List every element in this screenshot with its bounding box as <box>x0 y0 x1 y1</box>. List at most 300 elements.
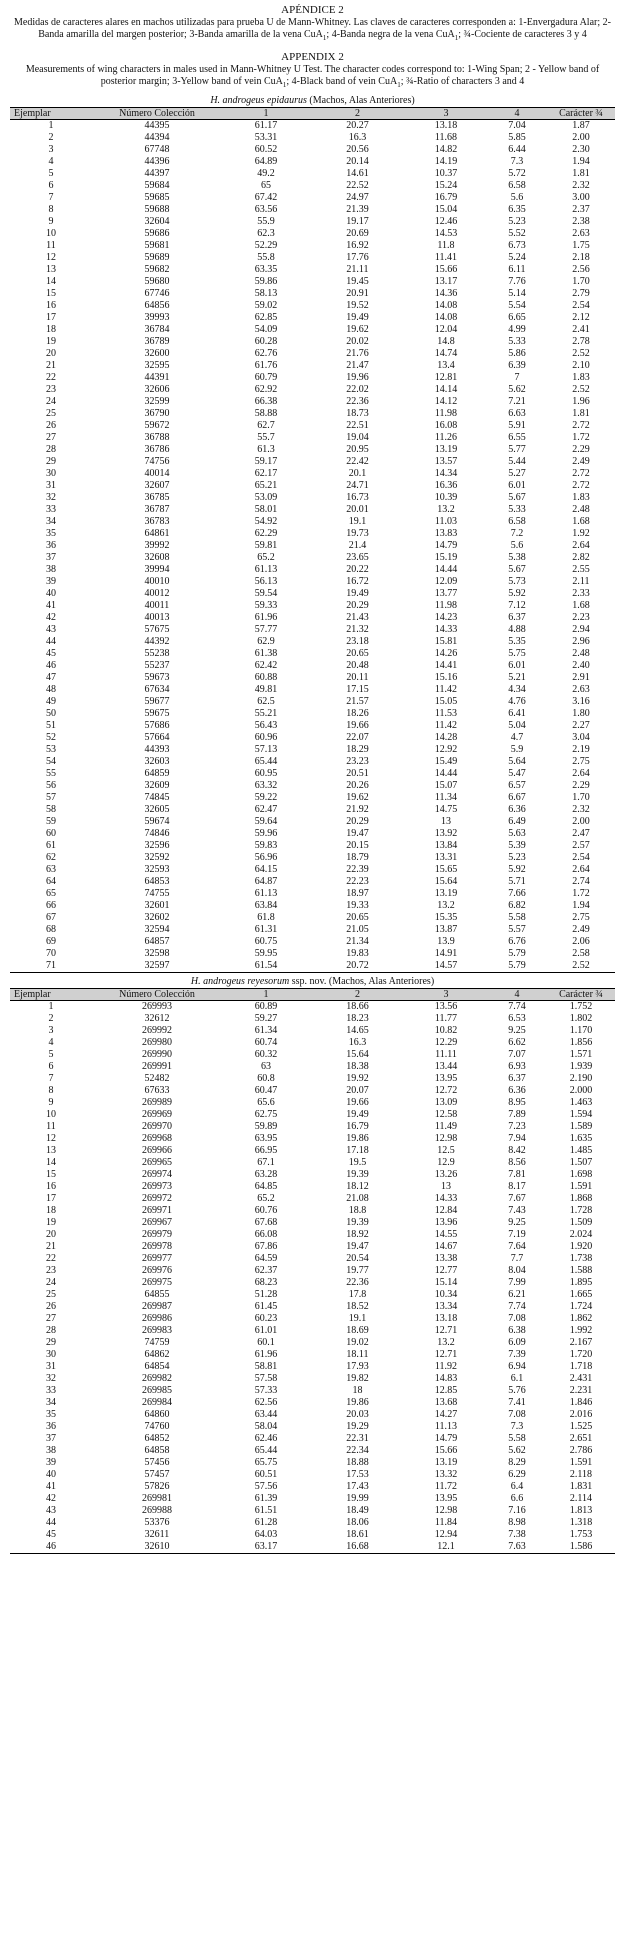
char-1-cell: 59.86 <box>254 276 278 287</box>
table-row <box>10 564 615 576</box>
char-4-cell: 7.23 <box>508 1121 526 1132</box>
char-1-cell: 58.01 <box>254 504 278 515</box>
char-4-cell: 5.79 <box>508 948 526 959</box>
char-1-cell: 62.29 <box>254 528 278 539</box>
char-2-cell: 22.23 <box>346 876 369 887</box>
char-3-cell: 14.23 <box>434 612 458 623</box>
table-row <box>10 960 615 973</box>
specimen-cell: 1 <box>48 120 54 131</box>
ratio-cell: 1.83 <box>572 372 590 383</box>
collection-number-cell: 32611 <box>144 1529 170 1540</box>
char-3-cell: 11.77 <box>434 1013 458 1024</box>
char-4-cell: 5.63 <box>508 828 526 839</box>
specimen-cell: 62 <box>46 852 56 863</box>
ratio-cell: 1.635 <box>569 1133 593 1144</box>
char-3-cell: 12.71 <box>434 1349 458 1360</box>
char-2-cell: 20.27 <box>346 120 369 131</box>
specimen-cell: 5 <box>48 1049 54 1060</box>
char-4-cell: 6.36 <box>508 1085 526 1096</box>
table-row <box>10 216 615 228</box>
char-1-cell: 60.8 <box>257 1073 275 1084</box>
ratio-cell: 1.75 <box>572 240 590 251</box>
table-row <box>10 1169 615 1181</box>
specimen-cell: 7 <box>48 192 54 203</box>
char-2-cell: 23.65 <box>346 552 369 563</box>
char-1-cell: 60.52 <box>254 144 278 155</box>
ratio-cell: 1.868 <box>569 1193 593 1204</box>
char-2-cell: 16.72 <box>346 576 369 587</box>
char-1-cell: 59.54 <box>254 588 278 599</box>
collection-number-cell: 64860 <box>144 1409 170 1420</box>
table-1-species: H. androgeus epidaurus <box>210 95 307 106</box>
column-header: 4 <box>487 108 547 120</box>
specimen-cell: 29 <box>46 1337 56 1348</box>
char-3-cell: 14.8 <box>437 336 455 347</box>
char-4-cell: 6.35 <box>508 204 526 215</box>
specimen-cell: 13 <box>46 1145 56 1156</box>
specimen-cell: 26 <box>46 1301 56 1312</box>
table-row <box>10 1529 615 1541</box>
char-1-cell: 67.1 <box>257 1157 275 1168</box>
char-3-cell: 14.79 <box>434 1433 458 1444</box>
table-row <box>10 1313 615 1325</box>
ratio-cell: 1.70 <box>572 792 590 803</box>
char-3-cell: 12.98 <box>434 1133 458 1144</box>
table-row <box>10 1097 615 1109</box>
table-row <box>10 1217 615 1229</box>
specimen-cell: 14 <box>46 1157 56 1168</box>
specimen-cell: 19 <box>46 336 56 347</box>
ratio-cell: 2.231 <box>569 1385 593 1396</box>
char-1-cell: 62.46 <box>254 1433 278 1444</box>
specimen-cell: 53 <box>46 744 56 755</box>
char-3-cell: 15.24 <box>434 180 458 191</box>
char-2-cell: 19.49 <box>346 312 369 323</box>
char-1-cell: 60.95 <box>254 768 278 779</box>
char-4-cell: 6.1 <box>510 1373 524 1384</box>
ratio-cell: 2.78 <box>572 336 590 347</box>
char-1-cell: 65.6 <box>257 1097 275 1108</box>
column-header: Carácter ¾ <box>547 108 615 120</box>
char-3-cell: 15.64 <box>434 876 458 887</box>
char-3-cell: 13.77 <box>434 588 458 599</box>
char-3-cell: 13.26 <box>434 1169 458 1180</box>
char-2-cell: 15.64 <box>346 1049 369 1060</box>
ratio-cell: 2.06 <box>572 936 590 947</box>
char-1-cell: 68.23 <box>254 1277 278 1288</box>
char-2-cell: 22.42 <box>346 456 369 467</box>
collection-number-cell: 57456 <box>144 1457 170 1468</box>
char-1-cell: 56.96 <box>254 852 278 863</box>
ratio-cell: 2.48 <box>572 648 590 659</box>
collection-number-cell: 32601 <box>144 900 170 911</box>
char-4-cell: 5.73 <box>508 576 526 587</box>
collection-number-cell: 32595 <box>144 360 170 371</box>
ratio-cell: 2.54 <box>572 300 590 311</box>
char-1-cell: 61.39 <box>254 1493 278 1504</box>
specimen-cell: 18 <box>46 1205 56 1216</box>
table-row <box>10 708 615 720</box>
ratio-cell: 2.000 <box>569 1085 593 1096</box>
table-row <box>10 1481 615 1493</box>
char-4-cell: 7.43 <box>508 1205 526 1216</box>
specimen-cell: 28 <box>46 444 56 455</box>
char-1-cell: 53.31 <box>254 132 278 143</box>
char-4-cell: 9.25 <box>508 1217 526 1228</box>
specimen-cell: 37 <box>46 552 56 563</box>
specimen-cell: 39 <box>46 1457 56 1468</box>
ratio-cell: 2.40 <box>572 660 590 671</box>
collection-number-cell: 44396 <box>144 156 170 167</box>
char-1-cell: 60.88 <box>254 672 278 683</box>
table-2-caption-rest: ssp. nov. (Machos, Alas Anteriores) <box>289 976 435 987</box>
collection-number-cell: 36788 <box>144 432 170 443</box>
char-3-cell: 13.31 <box>434 852 458 863</box>
char-2-cell: 19.99 <box>346 1493 369 1504</box>
char-2-cell: 22.51 <box>346 420 369 431</box>
collection-number-cell: 67746 <box>144 288 170 299</box>
ratio-cell: 1.665 <box>569 1289 593 1300</box>
char-1-cell: 60.32 <box>254 1049 278 1060</box>
ratio-cell: 1.591 <box>569 1181 593 1192</box>
specimen-cell: 12 <box>46 252 56 263</box>
char-1-cell: 61.54 <box>222 960 310 973</box>
char-4-cell: 5.14 <box>508 288 526 299</box>
char-4-cell: 7.41 <box>508 1397 526 1408</box>
char-2-cell: 22.36 <box>346 1277 369 1288</box>
table-row <box>10 1205 615 1217</box>
ratio-cell: 2.72 <box>572 468 590 479</box>
table-row <box>10 1493 615 1505</box>
char-1-cell: 60.74 <box>254 1037 278 1048</box>
char-3-cell: 13.19 <box>434 1457 458 1468</box>
char-1-cell: 65.21 <box>254 480 278 491</box>
table-row <box>10 264 615 276</box>
collection-number-cell: 269966 <box>142 1145 172 1156</box>
char-2-cell: 17.8 <box>348 1289 367 1300</box>
table-row <box>10 672 615 684</box>
char-1-cell: 64.89 <box>254 156 278 167</box>
char-4-cell: 6.55 <box>508 432 526 443</box>
table-row <box>10 1157 615 1169</box>
ratio-cell: 1.895 <box>569 1277 593 1288</box>
char-2-cell: 18.79 <box>346 852 369 863</box>
collection-number-cell: 269973 <box>142 1181 172 1192</box>
char-4-cell: 6.37 <box>508 612 526 623</box>
char-2-cell: 18.8 <box>348 1205 367 1216</box>
char-2-cell: 17.93 <box>346 1361 369 1372</box>
table-row <box>10 1409 615 1421</box>
char-4-cell: 7.67 <box>508 1193 526 1204</box>
specimen-cell: 34 <box>46 1397 56 1408</box>
char-2-cell: 17.43 <box>346 1481 369 1492</box>
char-1-cell: 59.81 <box>254 540 278 551</box>
collection-number-cell: 32592 <box>144 852 170 863</box>
english-title: APPENDIX 2 <box>281 51 344 63</box>
collection-number-cell: 269982 <box>142 1373 172 1384</box>
collection-number-cell: 269967 <box>142 1217 172 1228</box>
specimen-cell: 12 <box>46 1133 56 1144</box>
ratio-cell: 2.29 <box>572 444 590 455</box>
collection-number-cell: 74760 <box>144 1421 170 1432</box>
ratio-cell: 1.525 <box>569 1421 593 1432</box>
table-row <box>10 648 615 660</box>
ratio-cell: 1.94 <box>572 900 590 911</box>
char-1-cell: 61.8 <box>257 912 275 923</box>
column-header: Número Colección <box>92 108 222 120</box>
column-header: 2 <box>310 108 405 120</box>
table-row <box>10 360 615 372</box>
specimen-cell: 43 <box>46 1505 56 1516</box>
char-1-cell: 59.95 <box>254 948 278 959</box>
specimen-cell: 2 <box>48 1013 54 1024</box>
specimen-cell: 57 <box>46 792 56 803</box>
char-2-cell: 18.11 <box>346 1349 369 1360</box>
spanish-description: Medidas de caracteres alares en machos utilizadas para prueba U de Mann-Whitney. Las claves de caracteres corresponden a: 1-Envergadura Alar; 2-Banda amarilla del margen posterior; 3-Banda amarilla de la vena CuA$_1$; 4-Banda negra de la vena CuA$_1$; ¾-Cociente de caracteres 3 y 4 <box>14 17 611 42</box>
char-4-cell: 6.58 <box>508 516 526 527</box>
collection-number-cell: 32604 <box>144 216 170 227</box>
char-4-cell: 7.3 <box>510 1421 524 1432</box>
collection-number-cell: 269984 <box>142 1397 172 1408</box>
char-2-cell: 16.3 <box>348 132 367 143</box>
table-row <box>10 1025 615 1037</box>
char-3-cell: 10.37 <box>434 168 458 179</box>
char-3-cell: 14.67 <box>434 1241 458 1252</box>
char-3-cell: 11.26 <box>434 432 458 443</box>
specimen-cell: 24 <box>46 1277 56 1288</box>
char-3-cell: 13 <box>441 1181 451 1192</box>
char-4-cell: 5.71 <box>508 876 526 887</box>
char-4-cell: 6.11 <box>508 264 526 275</box>
char-1-cell: 55.21 <box>254 708 278 719</box>
char-4-cell: 7.39 <box>508 1349 526 1360</box>
char-3-cell: 15.66 <box>434 1445 458 1456</box>
char-2-cell: 19.33 <box>346 900 369 911</box>
char-1-cell: 61.28 <box>254 1517 278 1528</box>
table-row <box>10 636 615 648</box>
char-3-cell: 13.2 <box>437 504 455 515</box>
ratio-cell: 2.64 <box>572 768 590 779</box>
ratio-cell: 1.485 <box>569 1145 593 1156</box>
ratio-cell: 1.939 <box>569 1061 593 1072</box>
char-4-cell: 5.76 <box>508 1385 526 1396</box>
char-4-cell: 7.12 <box>508 600 526 611</box>
collection-number-cell: 36787 <box>144 504 170 515</box>
specimen-cell: 21 <box>46 360 56 371</box>
collection-number-cell: 64857 <box>144 936 170 947</box>
char-2-cell: 18.06 <box>346 1517 369 1528</box>
char-2-cell: 18.26 <box>346 708 369 719</box>
table-header-row <box>10 108 615 120</box>
table-row <box>10 144 615 156</box>
collection-number-cell: 32602 <box>144 912 170 923</box>
collection-number-cell: 39993 <box>144 312 170 323</box>
ratio-cell: 1.698 <box>569 1169 593 1180</box>
table-row <box>10 1085 615 1097</box>
char-1-cell: 63 <box>261 1061 271 1072</box>
char-3-cell: 12.1 <box>405 1541 487 1554</box>
char-2-cell: 21.4 <box>348 540 367 551</box>
char-4-cell: 5.6 <box>510 540 524 551</box>
collection-number-cell: 59674 <box>144 816 170 827</box>
ratio-cell: 2.024 <box>569 1229 593 1240</box>
char-1-cell: 63.84 <box>254 900 278 911</box>
char-1-cell: 65.2 <box>257 1193 275 1204</box>
char-2-cell: 20.11 <box>346 672 369 683</box>
specimen-cell: 61 <box>46 840 56 851</box>
char-2-cell: 20.65 <box>346 912 369 923</box>
ratio-cell: 1.728 <box>569 1205 593 1216</box>
char-3-cell: 14.82 <box>434 144 458 155</box>
table-row <box>10 1049 615 1061</box>
specimen-cell: 32 <box>46 1373 56 1384</box>
char-3-cell: 14.28 <box>434 732 458 743</box>
collection-number-cell: 32608 <box>144 552 170 563</box>
ratio-cell: 2.18 <box>572 252 590 263</box>
char-1-cell: 57.13 <box>254 744 278 755</box>
char-3-cell: 15.19 <box>434 552 458 563</box>
ratio-cell: 1.802 <box>569 1013 593 1024</box>
char-1-cell: 62.75 <box>254 1109 278 1120</box>
specimen-cell: 67 <box>46 912 56 923</box>
ratio-cell: 2.52 <box>572 384 590 395</box>
specimen-cell: 36 <box>46 540 56 551</box>
table-row <box>10 1229 615 1241</box>
char-4-cell: 4.88 <box>508 624 526 635</box>
specimen-cell: 48 <box>46 684 56 695</box>
char-4-cell: 5.52 <box>508 228 526 239</box>
char-1-cell: 66.95 <box>254 1145 278 1156</box>
char-2-cell: 22.39 <box>346 864 369 875</box>
char-2-cell: 21.39 <box>346 204 369 215</box>
column-header: 1 <box>222 989 310 1001</box>
table-row <box>10 1253 615 1265</box>
char-3-cell: 13.83 <box>434 528 458 539</box>
table-row <box>10 432 615 444</box>
char-3-cell: 14.79 <box>434 540 458 551</box>
char-1-cell: 67.68 <box>254 1217 278 1228</box>
table-row <box>10 444 615 456</box>
specimen-cell: 19 <box>46 1217 56 1228</box>
collection-number-cell: 74756 <box>144 456 170 467</box>
collection-number-cell: 269988 <box>142 1505 172 1516</box>
char-3-cell: 14.19 <box>434 156 458 167</box>
char-2-cell: 18 <box>352 1385 363 1396</box>
collection-number-cell: 55238 <box>144 648 170 659</box>
char-3-cell: 14.91 <box>434 948 458 959</box>
ratio-cell: 1.813 <box>569 1505 593 1516</box>
char-2-cell: 21.57 <box>346 696 369 707</box>
char-3-cell: 13.19 <box>434 888 458 899</box>
char-2-cell: 20.56 <box>346 144 369 155</box>
table-row <box>10 276 615 288</box>
char-2-cell: 18.38 <box>346 1061 369 1072</box>
char-3-cell: 12.72 <box>434 1085 458 1096</box>
char-4-cell: 7.64 <box>508 1241 526 1252</box>
specimen-cell: 71 <box>10 960 92 973</box>
char-1-cell: 60.75 <box>254 936 278 947</box>
collection-number-cell: 64855 <box>144 1289 170 1300</box>
collection-number-cell: 269969 <box>142 1109 172 1120</box>
specimen-cell: 38 <box>46 1445 56 1456</box>
char-2-cell: 19.83 <box>346 948 369 959</box>
char-2-cell: 17.18 <box>346 1145 369 1156</box>
char-3-cell: 11.03 <box>434 516 458 527</box>
char-2-cell: 24.97 <box>346 192 369 203</box>
char-1-cell: 63.44 <box>254 1409 278 1420</box>
specimen-cell: 58 <box>46 804 56 815</box>
ratio-cell: 1.920 <box>569 1241 593 1252</box>
table-row <box>10 516 615 528</box>
char-4-cell: 5.62 <box>508 1445 526 1456</box>
collection-number-cell: 40010 <box>144 576 170 587</box>
char-3-cell: 12.85 <box>434 1385 458 1396</box>
table-row <box>10 888 615 900</box>
ratio-cell: 2.72 <box>572 420 590 431</box>
column-header: 4 <box>487 989 547 1001</box>
ratio-cell: 3.04 <box>572 732 590 743</box>
table-row <box>10 1061 615 1073</box>
ratio-cell: 2.12 <box>572 312 590 323</box>
specimen-cell: 26 <box>46 420 56 431</box>
table-row <box>10 756 615 768</box>
collection-number-cell: 64856 <box>144 300 170 311</box>
ratio-cell: 2.37 <box>572 204 590 215</box>
char-3-cell: 14.12 <box>434 396 458 407</box>
specimen-cell: 27 <box>46 432 56 443</box>
char-3-cell: 13.17 <box>434 276 458 287</box>
specimen-cell: 4 <box>48 156 54 167</box>
char-4-cell: 7.74 <box>508 1001 526 1012</box>
table-row <box>10 396 615 408</box>
char-3-cell: 12.04 <box>434 324 458 335</box>
char-3-cell: 15.04 <box>434 204 458 215</box>
specimen-cell: 33 <box>46 1385 56 1396</box>
specimen-cell: 38 <box>46 564 56 575</box>
char-4-cell: 7.3 <box>510 156 524 167</box>
specimen-cell: 51 <box>46 720 56 731</box>
char-3-cell: 14.83 <box>434 1373 458 1384</box>
char-2-cell: 19.1 <box>348 1313 367 1324</box>
char-2-cell: 20.29 <box>346 816 369 827</box>
char-1-cell: 64.03 <box>254 1529 278 1540</box>
char-1-cell: 52.29 <box>254 240 278 251</box>
char-4-cell: 9.25 <box>508 1025 526 1036</box>
table-row <box>10 828 615 840</box>
char-3-cell: 11.49 <box>434 1121 458 1132</box>
char-1-cell: 62.56 <box>254 1397 278 1408</box>
char-3-cell: 13.09 <box>434 1097 458 1108</box>
specimen-cell: 40 <box>46 588 56 599</box>
char-3-cell: 14.14 <box>434 384 458 395</box>
char-1-cell: 59.27 <box>254 1013 278 1024</box>
char-1-cell: 62.3 <box>257 228 275 239</box>
collection-number-cell: 269977 <box>142 1253 172 1264</box>
specimen-cell: 46 <box>10 1541 92 1554</box>
char-3-cell: 14.08 <box>434 312 458 323</box>
table-row <box>10 1073 615 1085</box>
collection-number-cell: 59682 <box>144 264 170 275</box>
ratio-cell: 2.54 <box>572 852 590 863</box>
char-4-cell: 6.4 <box>510 1481 524 1492</box>
char-3-cell: 15.07 <box>434 780 458 791</box>
char-4-cell: 8.04 <box>508 1265 526 1276</box>
char-1-cell: 62.42 <box>254 660 278 671</box>
table-row <box>10 204 615 216</box>
collection-number-cell: 269989 <box>142 1097 172 1108</box>
collection-number-cell: 59672 <box>144 420 170 431</box>
specimen-cell: 23 <box>46 384 56 395</box>
